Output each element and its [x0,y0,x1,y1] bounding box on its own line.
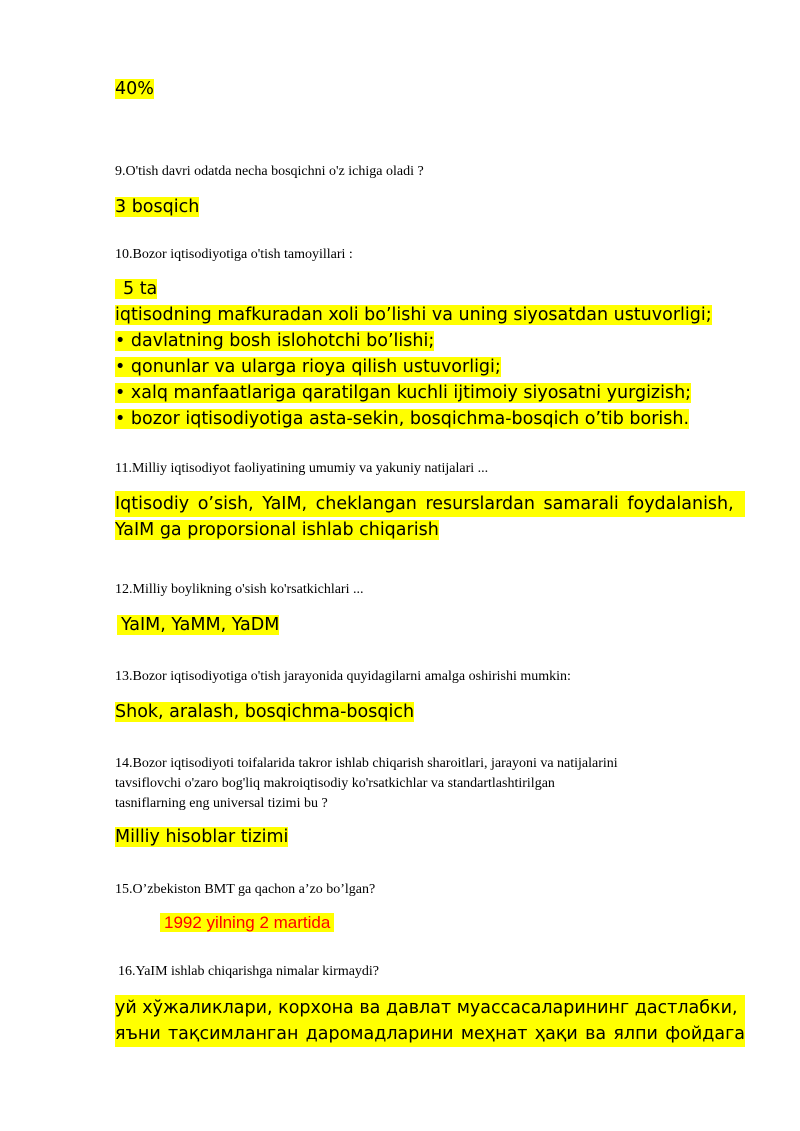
answer-10-line: • davlatning bosh islohotchi bo’lishi; [115,331,435,351]
answer-8: 40% [115,79,154,99]
question-13: 13.Bozor iqtisodiyotiga o'tish jarayonida quyidagilarni amalga oshirishi mumkin: [115,669,571,684]
answer-10-line: • qonunlar va ularga rioya qilish ustuvorligi; [115,357,501,377]
answer-11: Iqtisodiy o’sish, YaIM, cheklangan resurslardan samarali foydalanish, YaIM ga proporsional ishlab chiqarish [115,491,745,543]
answer-12: YaIM, YaMM, YaDM [117,612,279,638]
answer-9: 3 bosqich [115,197,200,217]
question-16: 16.YaIM ishlab chiqarishga nimalar kirmaydi? [118,964,380,979]
question-10: 10.Bozor iqtisodiyotiga o'tish tamoyillari : [115,247,353,262]
question-15: 15.O’zbekiston BMT ga qachon a’zo bo’lgan? [115,882,376,897]
question-12: 12.Milliy boylikning o'sish ko'rsatkichlari ... [115,582,364,597]
answer-10-line: iqtisodning mafkuradan xoli bo’lishi va uning siyosatdan ustuvorligi; [115,305,712,325]
answer-10-line: • xalq manfaatlariga qaratilgan kuchli ijtimoiy siyosatni yurgizish; [115,383,692,403]
question-14: 14.Bozor iqtisodiyoti toifalarida takror ishlab chiqarish sharoitlari, jarayoni va natijalarini tavsiflovchi o'zaro bog'liq makroiqtisodiy ko'rsatkichlar va standartlashtirilgan tasniflarning eng universal tizimi bu ? [115,756,618,811]
answer-14: Milliy hisoblar tizimi [115,827,289,847]
answer-16: уй хўжаликлари, корхона ва давлат муассасаларининг дастлабки, яъни тақсимланган даромадларини меҳнат ҳақи ва ялпи фойдага [115,995,745,1047]
answer-15: 1992 yilning 2 martida [160,910,334,936]
answer-10-count: 5 ta [115,279,157,299]
question-9: 9.O'tish davri odatda necha bosqichni o'z ichiga oladi ? [115,164,424,179]
answer-10-line: • bozor iqtisodiyotiga asta-sekin, bosqichma-bosqich o’tib borish. [115,409,690,429]
question-11: 11.Milliy iqtisodiyot faoliyatining umumiy va yakuniy natijalari ... [115,461,489,476]
answer-10 [115,276,745,432]
answer-13: Shok, aralash, bosqichma-bosqich [115,702,415,722]
